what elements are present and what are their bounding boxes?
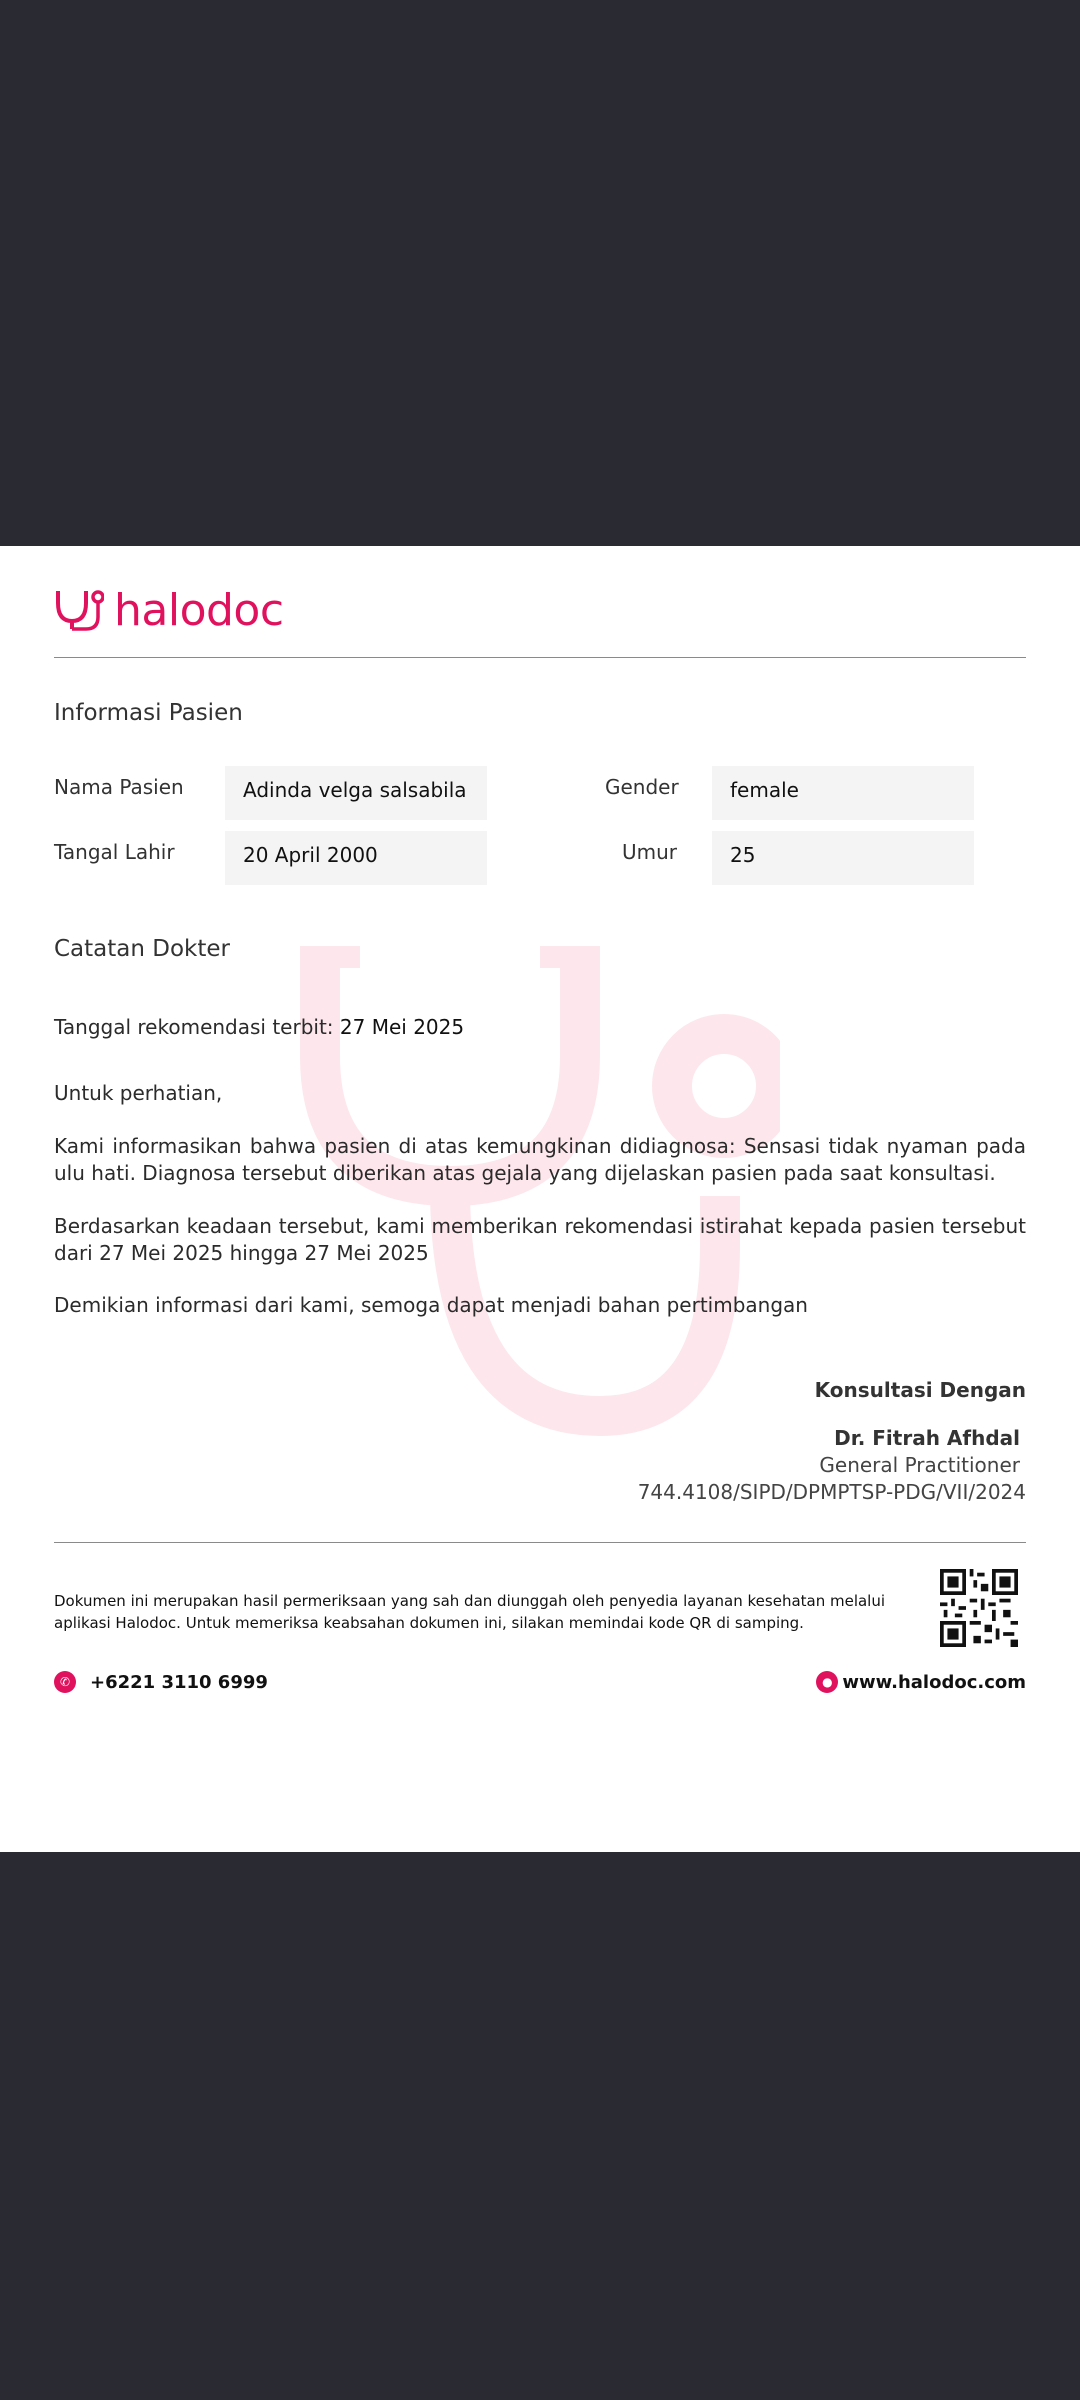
diagnosis-paragraph: Kami informasikan bahwa pasien di atas kemungkinan didiagnosa: Sensasi tidak nyaman pada ulu hati. Diagnosa tersebut diberikan atas gejala yang dijelaskan pasien pada saat konsultasi. [54,1134,1026,1185]
issued-date-label: Tanggal rekomendasi terbit: [54,1015,334,1039]
issued-date-value: 27 Mei 2025 [339,1015,465,1039]
phone-icon: ✆ [54,1671,76,1693]
phone-number: +6221 3110 6999 [90,1671,268,1693]
qr-code-icon [940,1569,1018,1647]
dob-value: 20 April 2000 [225,831,487,885]
phone-contact[interactable] [54,1671,268,1693]
consult-label: Konsultasi Dengan [814,1378,1026,1402]
patient-name-label: Nama Pasien [54,775,184,799]
patient-name-value: Adinda velga salsabila [225,766,487,820]
doctor-title: General Practitioner [819,1453,1020,1477]
age-value: 25 [712,831,974,885]
halodoc-logo-icon [54,587,104,633]
gender-value: female [712,766,974,820]
notes-section-title: Catatan Dokter [54,936,230,962]
website-contact[interactable] [816,1671,1026,1693]
age-label: Umur [622,840,678,864]
issued-date-line [54,1014,1026,1041]
closing-text: Demikian informasi dari kami, semoga dapat menjadi bahan pertimbangan [54,1293,808,1317]
doctor-license: 744.4108/SIPD/DPMPTSP-PDG/VII/2024 [637,1480,1026,1504]
header-divider [54,657,1026,658]
validity-note: Dokumen ini merupakan hasil permeriksaan yang sah dan diunggah oleh penyedia layanan kesehatan melalui aplikasi Halodoc. Untuk memeriksa keabsahan dokumen ini, silakan memindai kode QR di samping. [54,1592,886,1632]
footer-divider [54,1542,1026,1543]
sick-note-document [0,546,1080,1852]
greeting-text: Untuk perhatian, [54,1081,223,1105]
globe-icon: ● [816,1671,838,1693]
rest-recommendation-paragraph: Berdasarkan keadaan tersebut, kami memberikan rekomendasi istirahat kepada pasien tersebut dari 27 Mei 2025 hingga 27 Mei 2025 [54,1214,1026,1265]
gender-label: Gender [605,775,679,799]
dob-label: Tangal Lahir [54,840,175,864]
website-url: www.halodoc.com [842,1671,1026,1693]
brand-header [54,582,284,638]
brand-name: halodoc [114,584,284,636]
patient-section-title: Informasi Pasien [54,700,243,726]
doctor-name: Dr. Fitrah Afhdal [834,1426,1020,1450]
